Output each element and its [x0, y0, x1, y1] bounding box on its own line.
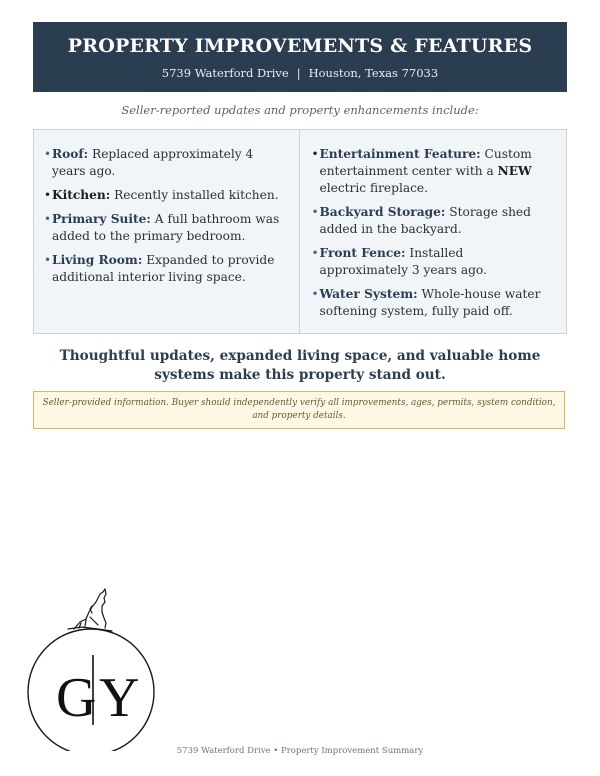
feature-text: Recently installed kitchen.: [110, 188, 279, 202]
disclaimer-note: Seller-provided information. Buyer should independently verify all improvements, ages, permits, system condition, and property details.: [33, 391, 565, 429]
bullet-icon: •: [311, 287, 319, 301]
address-separator: |: [296, 66, 301, 80]
bullet-icon: •: [44, 253, 52, 267]
feature-text: Custom entertainment center with a: [319, 147, 532, 178]
feature-item-primary-suite: [44, 211, 287, 245]
bullet-icon: •: [44, 188, 52, 202]
feature-item-entertainment: [312, 146, 555, 197]
feature-item-backyard-storage: [312, 204, 555, 238]
bullet-icon: •: [311, 147, 319, 161]
feature-item-living-room: [44, 252, 287, 286]
feature-label: Water System:: [319, 287, 418, 301]
feature-item-front-fence: [312, 245, 555, 279]
feature-label: Front Fence:: [319, 246, 406, 260]
tagline: Thoughtful updates, expanded living space, and valuable home systems make this property stand out.: [59, 348, 541, 383]
feature-label: Living Room:: [52, 253, 143, 267]
page-title: PROPERTY IMPROVEMENTS & FEATURES: [67, 35, 533, 57]
logo-letter-y: Y: [99, 667, 140, 729]
wolf-icon: [68, 589, 112, 631]
street-address: 5739 Waterford Drive: [161, 66, 289, 80]
feature-text: Storage shed added in the backyard.: [319, 205, 531, 236]
feature-label: Entertainment Feature:: [319, 147, 481, 161]
feature-text: A full bathroom was added to the primary bedroom.: [52, 212, 280, 243]
address-line: [33, 66, 567, 80]
feature-emphasis: NEW: [497, 164, 532, 178]
feature-label: Primary Suite:: [52, 212, 151, 226]
features-box: [33, 129, 567, 334]
feature-item-roof: [44, 146, 287, 180]
bullet-icon: •: [44, 212, 52, 226]
city-state-zip: Houston, Texas 77033: [308, 66, 439, 80]
feature-text-end: electric fireplace.: [319, 181, 429, 195]
feature-label: Backyard Storage:: [319, 205, 446, 219]
feature-text: Whole-house water softening system, fully paid off.: [319, 287, 541, 318]
feature-text: Installed approximately 3 years ago.: [319, 246, 487, 277]
feature-label: Roof:: [52, 147, 89, 161]
bullet-icon: •: [44, 147, 52, 161]
feature-text: Expanded to provide additional interior living space.: [52, 253, 275, 284]
features-left-column: [34, 130, 299, 333]
features-right-column: [299, 130, 567, 333]
feature-text: Replaced approximately 4 years ago.: [52, 147, 254, 178]
bullet-icon: •: [311, 246, 319, 260]
feature-label: Kitchen:: [52, 188, 111, 202]
intro-text: Seller-reported updates and property enhancements include:: [121, 103, 479, 117]
company-logo: [26, 585, 161, 751]
feature-item-water-system: [312, 286, 555, 320]
feature-item-kitchen: [44, 187, 287, 204]
header-banner: [33, 22, 567, 92]
logo-letter-g: G: [56, 667, 97, 729]
page-footer: 5739 Waterford Drive • Property Improvement Summary: [176, 746, 424, 756]
bullet-icon: •: [311, 205, 319, 219]
